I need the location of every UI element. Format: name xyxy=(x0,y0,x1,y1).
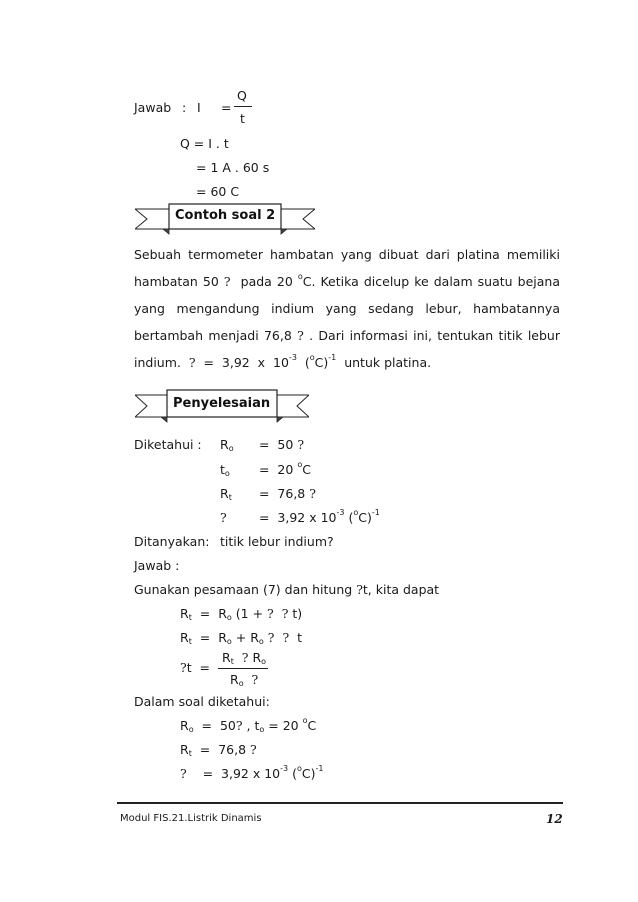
known-rt-value: = 76,8 ? xyxy=(259,486,316,501)
known-rt-symbol: $R_t$ xyxy=(220,486,232,502)
footer-page-number: 12 xyxy=(546,812,563,826)
fraction-numerator: Q xyxy=(237,88,247,103)
given-line-1: $R_o = 50$? , $t_o = 20$ $^o$C xyxy=(180,716,317,734)
equation-3-denominator: $R_o$ ? xyxy=(230,672,259,688)
jawab-colon: : xyxy=(182,100,187,115)
known-ro-symbol: $R_o$ xyxy=(220,437,234,453)
fraction-bar xyxy=(234,106,252,107)
equals-sign: = xyxy=(221,100,232,115)
problem-paragraph xyxy=(134,241,560,376)
given-line-3: ? = 3,92 x $10^{-3}$ $(^oC)^{-1}$ xyxy=(180,764,324,781)
asked-value: titik lebur indium? xyxy=(220,534,334,549)
banner-title-contoh: Contoh soal 2 xyxy=(175,208,276,223)
footer-module-title: Modul FIS.21.Listrik Dinamis xyxy=(120,813,262,824)
jawab-label: Jawab xyxy=(134,100,172,115)
known-alpha-value: = 3,92 x $10^{-3}$ $(^oC)^{-1}$ xyxy=(259,508,380,525)
answer-line-1: Q = I . t xyxy=(180,136,229,151)
method-text: Gunakan pesamaan (7) dan hitung ?t, kita dapat xyxy=(134,582,440,597)
equation-1: $R_t = R_o$ (1 + ? ? t) xyxy=(180,606,303,622)
known-to-value: = 20 $^o$C xyxy=(259,460,311,477)
answer-line-2: = 1 A . 60 s xyxy=(196,160,270,175)
equation-2: $R_t = R_o + R_o$ ? ? t xyxy=(180,630,303,646)
known-to-symbol: $t_o$ xyxy=(220,462,230,478)
fraction-denominator: t xyxy=(240,111,245,126)
asked-label: Ditanyakan: xyxy=(134,534,210,549)
given-label: Dalam soal diketahui: xyxy=(134,694,270,709)
known-label: Diketahui : xyxy=(134,437,202,452)
equation-3-bar xyxy=(218,668,268,669)
given-line-2: $R_t = 76,8$ ? xyxy=(180,742,257,758)
known-alpha-symbol: ? xyxy=(220,510,227,525)
jawab-label-2: Jawab : xyxy=(134,558,180,573)
known-ro-value: = 50 ? xyxy=(259,437,305,452)
equation-3-numerator: $R_t$ ? $R_o$ xyxy=(222,650,267,666)
problem-rendered: Sebuah termometer hambatan yang dibuat dari platina memiliki hambatan 50 ? pada 20 $^o$C. Ketika dicelup ke dalam suatu bejana yang mengandung indium yang sedang lebur, hambatannya bertambah menjadi 76,8 ? . Dari informasi ini, tentukan titik lebur indium. ? = 3,92 x $10^{-3}$ $(^oC)^{-1}$ untuk platina. xyxy=(134,247,560,370)
answer-line-3: = 60 C xyxy=(196,184,240,199)
current-symbol: I xyxy=(197,100,201,115)
footer-rule xyxy=(117,802,563,804)
banner-title-penyelesaian: Penyelesaian xyxy=(173,396,271,411)
equation-3-lhs: ?t = xyxy=(180,660,211,675)
